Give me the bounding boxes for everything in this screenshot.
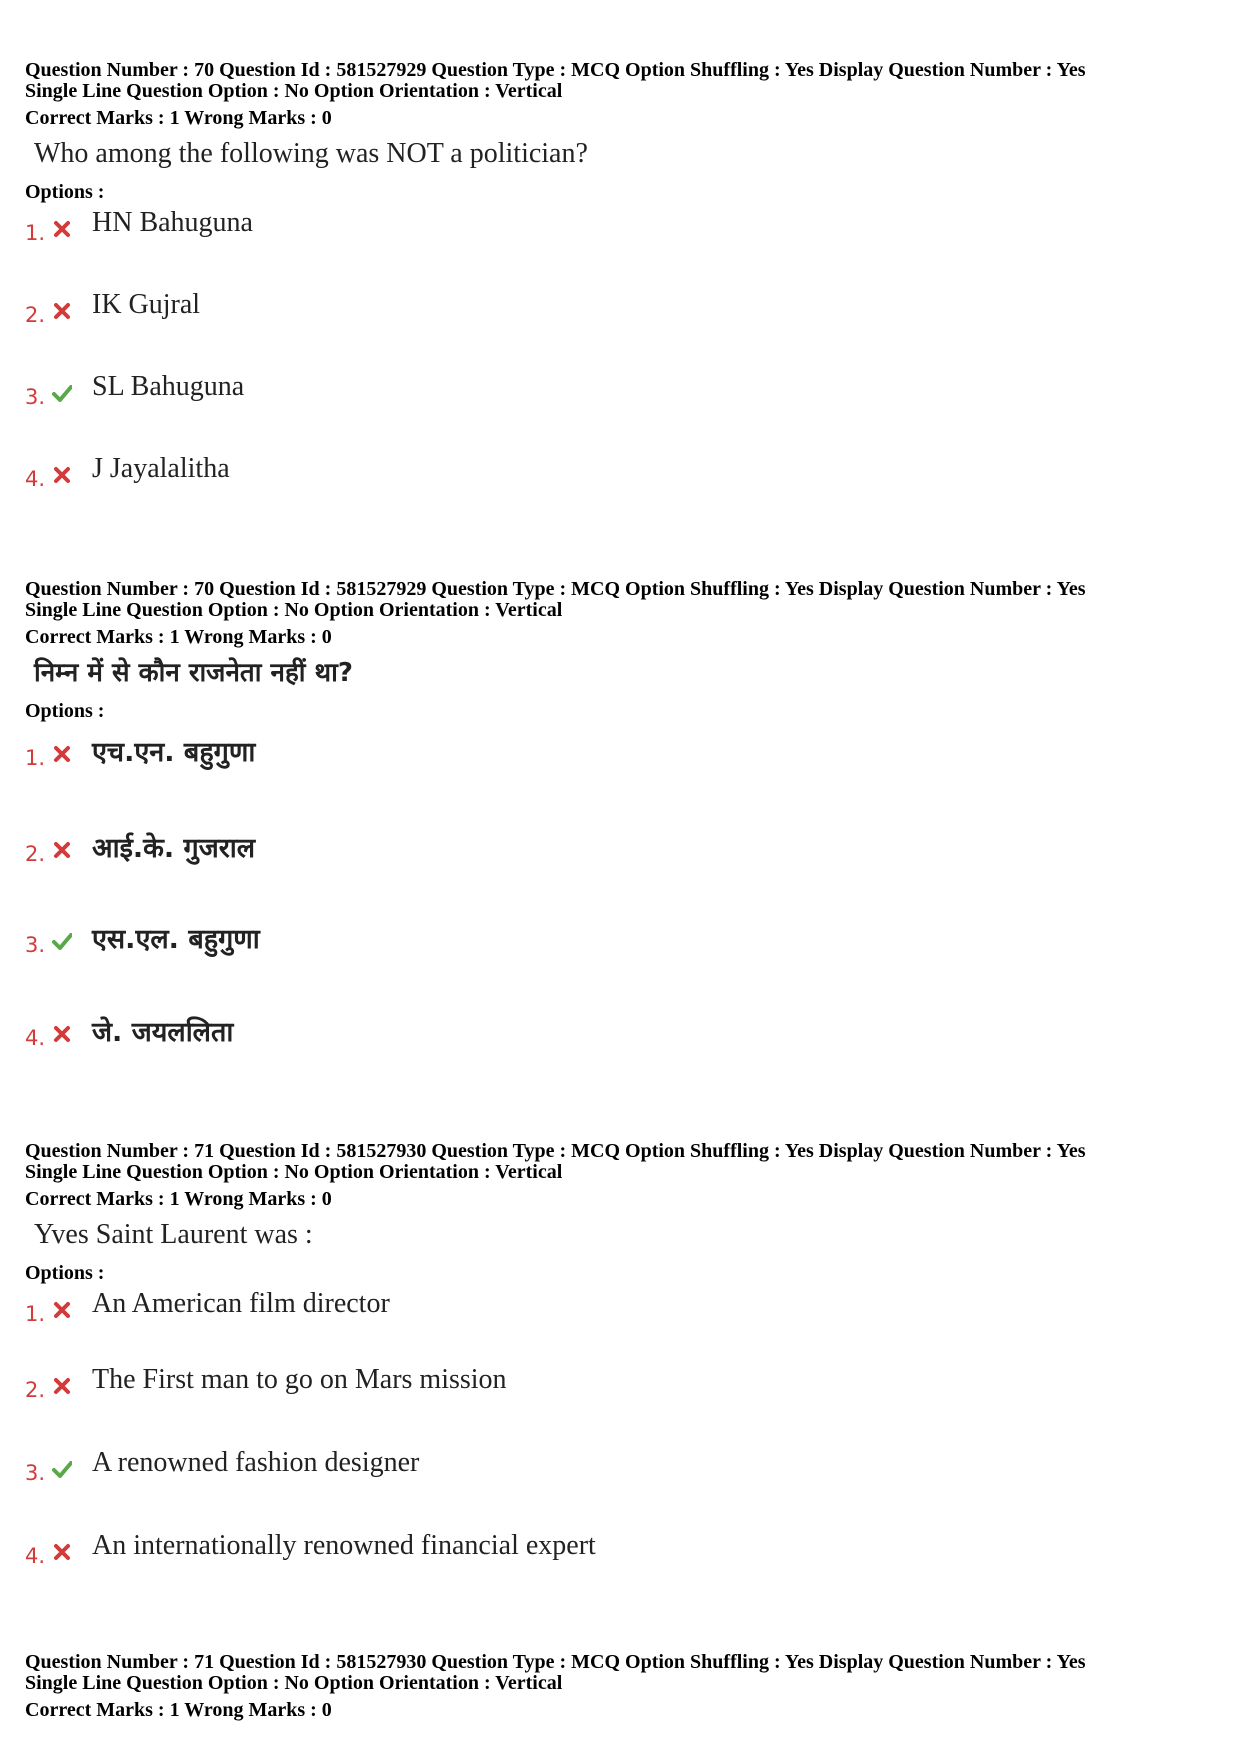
options-label: Options : xyxy=(25,1262,105,1284)
option-number: 3. xyxy=(25,385,46,409)
question-meta: Question Number : 71 Question Id : 581527930 Question Type : MCQ Option Shuffling : Yes Display Question Number : Yes xyxy=(25,1140,1086,1162)
cross-icon xyxy=(52,1376,72,1396)
question-options-meta: Single Line Question Option : No Option Orientation : Vertical xyxy=(25,599,563,621)
option-text: HN Bahuguna xyxy=(92,207,253,238)
option-text: A renowned fashion designer xyxy=(92,1447,420,1478)
option-number: 2. xyxy=(25,303,46,327)
question-text: निम्न में से कौन राजनेता नहीं था? xyxy=(34,658,353,688)
cross-icon xyxy=(52,1542,72,1562)
question-block-71-en xyxy=(25,1141,1215,1614)
question-block-70-en xyxy=(25,60,1215,533)
question-meta: Question Number : 71 Question Id : 581527930 Question Type : MCQ Option Shuffling : Yes Display Question Number : Yes xyxy=(25,1651,1086,1673)
option-text: एच.एन. बहुगुणा xyxy=(92,737,256,768)
option-number: 3. xyxy=(25,1461,46,1485)
option-text: IK Gujral xyxy=(92,289,201,320)
option-2 xyxy=(25,828,925,868)
option-3 xyxy=(25,371,925,411)
question-block-70-hi xyxy=(25,579,1215,1082)
option-text: आई.के. गुजराल xyxy=(92,833,256,864)
cross-icon xyxy=(52,840,72,860)
cross-icon xyxy=(52,465,72,485)
cross-icon xyxy=(52,301,72,321)
option-4 xyxy=(25,453,925,493)
option-number: 2. xyxy=(25,1378,46,1402)
option-number: 1. xyxy=(25,746,46,770)
option-number: 4. xyxy=(25,1026,46,1050)
cross-icon xyxy=(52,1300,72,1320)
cross-icon xyxy=(52,744,72,764)
option-text: An internationally renowned financial expert xyxy=(92,1530,596,1561)
option-text: J Jayalalitha xyxy=(92,453,230,484)
question-block-71-hi xyxy=(25,1652,1215,1721)
option-1 xyxy=(25,207,925,247)
option-3 xyxy=(25,1447,925,1487)
question-meta: Question Number : 70 Question Id : 581527929 Question Type : MCQ Option Shuffling : Yes Display Question Number : Yes xyxy=(25,578,1086,600)
option-1 xyxy=(25,732,925,772)
option-number: 2. xyxy=(25,842,46,866)
option-4 xyxy=(25,1530,925,1570)
question-options-meta: Single Line Question Option : No Option Orientation : Vertical xyxy=(25,1672,563,1694)
question-options-meta: Single Line Question Option : No Option Orientation : Vertical xyxy=(25,1161,563,1183)
option-number: 4. xyxy=(25,1544,46,1568)
option-number: 4. xyxy=(25,467,46,491)
question-text: Who among the following was NOT a politician? xyxy=(34,138,588,169)
option-3 xyxy=(25,919,925,959)
cross-icon xyxy=(52,219,72,239)
option-2 xyxy=(25,1364,925,1404)
check-icon xyxy=(52,1459,72,1479)
question-options-meta: Single Line Question Option : No Option Orientation : Vertical xyxy=(25,80,563,102)
cross-icon xyxy=(52,1024,72,1044)
option-number: 3. xyxy=(25,933,46,957)
question-text: Yves Saint Laurent was : xyxy=(34,1219,313,1250)
question-meta: Question Number : 70 Question Id : 581527929 Question Type : MCQ Option Shuffling : Yes Display Question Number : Yes xyxy=(25,59,1086,81)
option-1 xyxy=(25,1288,925,1328)
marks-info: Correct Marks : 1 Wrong Marks : 0 xyxy=(25,626,332,648)
marks-info: Correct Marks : 1 Wrong Marks : 0 xyxy=(25,1188,332,1210)
marks-info: Correct Marks : 1 Wrong Marks : 0 xyxy=(25,107,332,129)
marks-info: Correct Marks : 1 Wrong Marks : 0 xyxy=(25,1699,332,1721)
options-label: Options : xyxy=(25,700,105,722)
option-text: The First man to go on Mars mission xyxy=(92,1364,507,1395)
options-label: Options : xyxy=(25,181,105,203)
option-2 xyxy=(25,289,925,329)
option-text: एस.एल. बहुगुणा xyxy=(92,924,260,955)
check-icon xyxy=(52,383,72,403)
option-text: SL Bahuguna xyxy=(92,371,245,402)
check-icon xyxy=(52,931,72,951)
option-text: जे. जयललिता xyxy=(92,1017,234,1048)
option-4 xyxy=(25,1012,925,1052)
option-text: An American film director xyxy=(92,1288,390,1319)
option-number: 1. xyxy=(25,1302,46,1326)
option-number: 1. xyxy=(25,221,46,245)
